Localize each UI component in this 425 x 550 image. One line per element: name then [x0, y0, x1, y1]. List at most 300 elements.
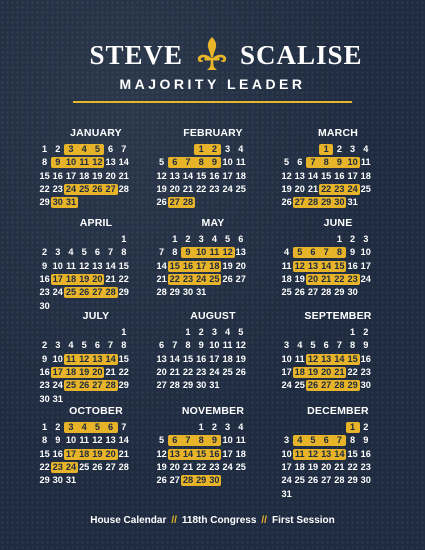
session-day: 21 [334, 366, 345, 377]
day: 1 [198, 422, 204, 432]
session-day: 24 [347, 183, 358, 194]
day: 2 [363, 327, 369, 337]
session-day: 13 [321, 448, 332, 459]
session-day: 3 [68, 144, 74, 154]
day: 2 [55, 422, 61, 432]
day: 15 [347, 448, 358, 459]
session-day: 6 [172, 435, 178, 446]
day: 30 [360, 380, 371, 391]
day: 28 [118, 183, 129, 194]
session-day: 18 [79, 448, 90, 459]
month-name: FEBRUARY [183, 127, 243, 139]
day: 15 [118, 353, 129, 364]
day: 27 [169, 475, 180, 486]
session-day: 18 [294, 366, 305, 377]
day: 7 [121, 144, 127, 154]
day: 2 [211, 422, 217, 432]
day: 13 [156, 353, 167, 364]
day: 23 [39, 287, 50, 298]
session-day: 19 [92, 448, 103, 459]
session-day: 26 [307, 380, 319, 391]
day: 23 [209, 461, 220, 472]
day: 22 [347, 461, 358, 472]
day: 1 [121, 327, 127, 337]
session-day: 4 [81, 144, 87, 154]
day: 12 [92, 435, 103, 446]
day: 3 [55, 247, 61, 258]
session-day: 21 [321, 273, 332, 284]
session-day: 9 [211, 157, 217, 168]
day: 14 [307, 170, 319, 181]
day: 19 [92, 170, 103, 181]
session-day: 8 [198, 435, 204, 446]
session-day: 12 [79, 353, 90, 364]
day: 16 [196, 353, 207, 364]
day: 30 [196, 380, 207, 391]
day: 15 [182, 353, 194, 364]
day: 7 [172, 340, 178, 351]
day: 28 [118, 461, 129, 472]
session-day: 10 [65, 157, 77, 168]
day: 28 [321, 287, 332, 298]
session-day: 17 [65, 448, 77, 459]
session-day: 12 [307, 353, 319, 364]
day: 2 [185, 234, 191, 244]
day: 18 [235, 170, 246, 181]
day: 18 [360, 170, 371, 181]
day: 31 [52, 393, 63, 404]
day: 29 [39, 197, 50, 208]
day: 21 [156, 273, 167, 284]
day: 22 [347, 366, 358, 377]
day: 22 [196, 461, 207, 472]
header-divider [73, 101, 352, 103]
day: 6 [159, 340, 165, 351]
day: 27 [307, 287, 319, 298]
day: 22 [39, 183, 50, 194]
day: 21 [105, 366, 116, 377]
day: 25 [79, 461, 90, 472]
day: 23 [360, 461, 371, 472]
day: 25 [281, 287, 292, 298]
session-day: 15 [334, 260, 345, 271]
session-day: 17 [52, 366, 63, 377]
day: 10 [360, 247, 371, 258]
day: 3 [284, 340, 290, 351]
day: 23 [209, 183, 220, 194]
day: 24 [52, 380, 63, 391]
session-day: 28 [334, 380, 345, 391]
day: 4 [284, 247, 290, 258]
session-day: 25 [65, 380, 77, 391]
day: 16 [360, 448, 371, 459]
session-day: 19 [79, 366, 90, 377]
day: 10 [222, 435, 233, 446]
day: 16 [360, 353, 371, 364]
session-day: 19 [79, 273, 90, 284]
day: 11 [222, 340, 233, 351]
session-day: 26 [92, 183, 103, 194]
day: 29 [118, 287, 129, 298]
day: 8 [42, 435, 48, 446]
day: 29 [182, 380, 194, 391]
session-day: 7 [185, 435, 191, 446]
day: 11 [360, 157, 371, 168]
day: 4 [68, 340, 74, 351]
day: 29 [334, 287, 345, 298]
month-july [38, 310, 154, 405]
day: 30 [39, 393, 50, 404]
day: 8 [350, 435, 356, 446]
month-name: SEPTEMBER [304, 310, 372, 322]
session-day: 15 [196, 448, 207, 459]
day: 18 [79, 170, 90, 181]
day: 4 [238, 422, 244, 432]
day: 23 [39, 380, 50, 391]
day: 31 [209, 380, 220, 391]
session-day: 17 [52, 273, 63, 284]
day: 17 [281, 366, 292, 377]
session-day: 12 [222, 247, 233, 258]
day: 19 [281, 183, 292, 194]
day: 8 [350, 340, 356, 351]
day: 11 [235, 435, 246, 446]
day: 2 [363, 422, 369, 432]
day: 25 [235, 461, 246, 472]
month-january [38, 127, 154, 222]
day: 12 [281, 170, 292, 181]
day: 2 [42, 340, 48, 351]
footer-congress: 118th Congress [181, 515, 257, 526]
name-first: STEVE [89, 40, 183, 70]
day: 3 [350, 144, 356, 154]
day: 6 [108, 144, 114, 154]
session-day: 14 [182, 448, 194, 459]
month-name: MAY [201, 217, 225, 229]
session-day: 1 [350, 422, 356, 432]
day: 18 [222, 353, 233, 364]
session-day: 9 [336, 157, 342, 168]
day: 13 [235, 247, 246, 258]
day: 4 [211, 234, 217, 244]
session-day: 16 [209, 448, 220, 459]
month-name: JUNE [323, 217, 353, 229]
session-day: 23 [334, 183, 345, 194]
day: 16 [209, 170, 220, 181]
session-day: 12 [294, 260, 305, 271]
day: 3 [55, 340, 61, 351]
day: 2 [336, 144, 342, 154]
day: 19 [235, 353, 246, 364]
day: 26 [222, 273, 233, 284]
day: 12 [235, 340, 246, 351]
brand-lockup [0, 36, 425, 76]
day: 20 [294, 183, 305, 194]
day: 15 [39, 448, 50, 459]
day: 31 [196, 287, 207, 298]
month-name: MARCH [317, 127, 359, 139]
day: 14 [118, 157, 129, 168]
day: 4 [68, 247, 74, 258]
session-day: 26 [79, 287, 90, 298]
day: 24 [281, 380, 292, 391]
session-day: 8 [336, 247, 342, 258]
day: 28 [334, 475, 345, 486]
day: 9 [42, 353, 48, 364]
session-day: 28 [105, 380, 116, 391]
session-day: 27 [294, 197, 305, 208]
day: 22 [182, 366, 194, 377]
day: 2 [42, 247, 48, 258]
fleur-de-lis-icon [195, 36, 229, 72]
footer-separator: // [261, 515, 267, 526]
day: 3 [284, 435, 290, 446]
day: 21 [334, 461, 345, 472]
session-day: 25 [65, 287, 77, 298]
session-day: 29 [196, 475, 207, 486]
day: 21 [182, 183, 194, 194]
day: 10 [281, 448, 292, 459]
session-day: 20 [105, 448, 116, 459]
session-day: 30 [334, 197, 345, 208]
day: 10 [222, 157, 233, 168]
day: 29 [39, 475, 50, 486]
day: 6 [238, 234, 244, 244]
day: 5 [238, 327, 244, 337]
day: 5 [284, 157, 290, 168]
day: 29 [347, 475, 358, 486]
day: 19 [294, 273, 305, 284]
session-day: 14 [334, 353, 345, 364]
day: 16 [39, 366, 50, 377]
session-day: 5 [297, 247, 303, 258]
session-day: 27 [169, 197, 180, 208]
day: 29 [169, 287, 180, 298]
day: 19 [156, 183, 167, 194]
day: 26 [92, 461, 103, 472]
session-day: 9 [185, 247, 191, 258]
session-day: 8 [323, 157, 329, 168]
day: 22 [118, 273, 129, 284]
day: 11 [66, 260, 76, 271]
session-day: 28 [105, 287, 116, 298]
day: 21 [105, 273, 116, 284]
session-day: 4 [81, 422, 87, 432]
session-day: 13 [169, 448, 180, 459]
session-day: 20 [92, 273, 103, 284]
session-day: 13 [321, 353, 332, 364]
day: 27 [235, 273, 246, 284]
month-name: APRIL [79, 217, 113, 229]
day: 24 [222, 183, 233, 194]
day: 8 [42, 157, 48, 168]
session-day: 8 [198, 157, 204, 168]
day: 13 [92, 260, 103, 271]
day: 23 [360, 366, 371, 377]
month-name: JANUARY [70, 127, 122, 139]
day: 20 [321, 461, 332, 472]
session-day: 23 [347, 273, 358, 284]
day: 7 [108, 340, 114, 351]
session-day: 15 [169, 260, 180, 271]
session-day: 6 [108, 422, 114, 432]
day: 16 [334, 170, 345, 181]
session-day: 17 [196, 260, 207, 271]
day: 9 [55, 435, 61, 446]
day: 3 [363, 234, 369, 244]
day: 22 [118, 366, 129, 377]
day: 26 [156, 475, 167, 486]
day: 8 [121, 247, 127, 258]
session-day: 6 [172, 157, 178, 168]
session-day: 28 [182, 197, 194, 208]
day: 5 [81, 340, 87, 351]
session-day: 15 [347, 353, 358, 364]
footer [0, 515, 425, 526]
session-day: 20 [307, 273, 319, 284]
session-day: 13 [307, 260, 319, 271]
month-may [155, 217, 271, 312]
day: 16 [39, 273, 50, 284]
month-february [155, 127, 271, 222]
day: 30 [52, 475, 63, 486]
day: 6 [94, 247, 100, 258]
day: 10 [209, 340, 220, 351]
day: 12 [156, 448, 167, 459]
month-april [38, 217, 154, 312]
day: 8 [121, 340, 127, 351]
session-day: 1 [198, 144, 204, 154]
session-day: 6 [323, 435, 329, 446]
day: 20 [156, 366, 167, 377]
day: 7 [108, 247, 114, 258]
day: 6 [94, 340, 100, 351]
day: 31 [65, 475, 77, 486]
day: 27 [156, 380, 167, 391]
session-day: 23 [52, 461, 63, 472]
session-day: 2 [211, 144, 217, 154]
day: 7 [121, 422, 127, 432]
day: 22 [196, 183, 207, 194]
day: 4 [297, 340, 303, 351]
session-day: 22 [334, 273, 345, 284]
day: 5 [81, 247, 87, 258]
day: 14 [105, 260, 116, 271]
name-last: SCALISE [240, 40, 363, 70]
subtitle: MAJORITY LEADER [119, 76, 306, 92]
day: 13 [105, 157, 116, 168]
day: 9 [42, 260, 48, 271]
day: 26 [156, 197, 167, 208]
month-name: AUGUST [190, 310, 236, 322]
day: 18 [294, 461, 305, 472]
day: 17 [360, 260, 371, 271]
day: 19 [222, 260, 233, 271]
day: 31 [281, 488, 292, 499]
month-october [38, 405, 154, 500]
day: 2 [55, 144, 61, 154]
session-day: 25 [79, 183, 90, 194]
session-day: 4 [297, 435, 303, 446]
footer-house-calendar: House Calendar [90, 515, 167, 526]
session-day: 5 [310, 435, 316, 446]
day: 14 [182, 170, 194, 181]
day: 10 [65, 435, 77, 446]
day: 11 [281, 260, 292, 271]
day: 12 [79, 260, 90, 271]
month-december [280, 405, 396, 500]
day: 11 [235, 157, 246, 168]
session-day: 28 [182, 475, 194, 486]
day: 21 [182, 461, 194, 472]
session-day: 25 [209, 273, 220, 284]
day: 19 [156, 461, 167, 472]
session-day: 13 [92, 353, 103, 364]
day: 9 [363, 435, 369, 446]
day: 22 [39, 461, 50, 472]
day: 19 [307, 461, 319, 472]
session-day: 11 [66, 353, 76, 364]
session-day: 5 [94, 144, 100, 154]
day: 26 [307, 475, 319, 486]
session-day: 24 [65, 183, 77, 194]
session-day: 10 [196, 247, 207, 258]
session-day: 30 [209, 475, 220, 486]
session-day: 18 [65, 273, 77, 284]
day: 3 [198, 234, 204, 244]
day: 2 [350, 234, 356, 244]
day: 16 [347, 260, 358, 271]
day: 5 [159, 157, 165, 168]
day: 25 [235, 183, 246, 194]
day: 14 [118, 435, 129, 446]
session-day: 22 [321, 183, 332, 194]
footer-separator: // [171, 515, 177, 526]
day: 1 [42, 422, 48, 432]
day: 4 [238, 144, 244, 154]
session-day: 14 [334, 448, 345, 459]
day: 30 [39, 300, 50, 311]
session-day: 7 [323, 247, 329, 258]
day: 17 [209, 353, 220, 364]
day: 21 [118, 170, 129, 181]
session-day: 18 [65, 366, 77, 377]
day: 18 [235, 448, 246, 459]
session-day: 6 [310, 247, 316, 258]
month-november [155, 405, 271, 500]
day: 4 [225, 327, 231, 337]
day: 15 [196, 170, 207, 181]
day: 23 [52, 183, 63, 194]
session-day: 18 [209, 260, 220, 271]
day: 1 [185, 327, 191, 337]
day: 17 [347, 170, 358, 181]
day: 30 [360, 475, 371, 486]
session-day: 12 [307, 448, 319, 459]
day: 27 [321, 475, 332, 486]
session-day: 16 [182, 260, 194, 271]
session-day: 9 [211, 435, 217, 446]
session-day: 22 [169, 273, 180, 284]
day: 20 [169, 183, 180, 194]
session-day: 27 [321, 380, 332, 391]
session-day: 7 [185, 157, 191, 168]
day: 1 [172, 234, 178, 244]
session-day: 1 [323, 144, 329, 154]
day: 17 [65, 170, 77, 181]
day: 5 [225, 234, 231, 244]
day: 1 [121, 234, 127, 244]
